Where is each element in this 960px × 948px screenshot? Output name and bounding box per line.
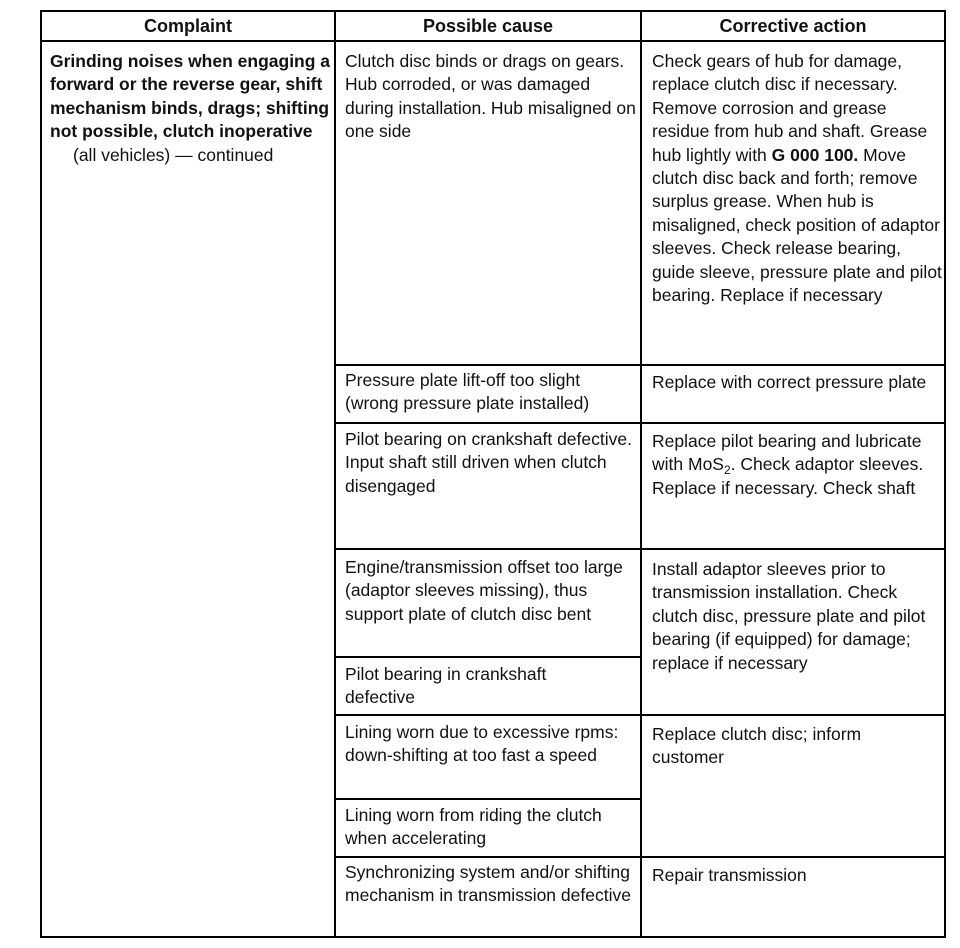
- cause-4: Engine/transmission offset too large (adaptor sleeves missing), thus support plate of clutch disc bent: [345, 557, 623, 624]
- action-3: Replace pilot bearing and lubricate with MoS$_2$. Check adaptor sleeves. Replace if necessary. Check shaft: [652, 431, 924, 498]
- cause-8: Synchronizing system and/or shifting mechanism in transmission defective: [345, 862, 631, 906]
- cause-2: Pressure plate lift-off too slight (wrong pressure plate installed): [345, 370, 590, 414]
- header-possible-cause: Possible cause: [422, 16, 554, 36]
- action-1: Check gears of hub for damage, replace clutch disc if necessary. Remove corrosion and grease residue from hub and shaft. Grease hub lightly with G 000 100. Move clutch disc back and forth; remove surplus grease. When hub is misaligned, check position of adaptor sleeves. Check release bearing, guide sleeve, pressure plate and pilot bearing. Replace if necessary: [652, 51, 942, 306]
- header-corrective-action: Corrective action: [719, 16, 867, 36]
- complaint-note: (all vehicles) — continued: [73, 144, 274, 165]
- action-2: Replace with correct pressure plate: [652, 372, 927, 392]
- header-complaint: Complaint: [144, 16, 232, 36]
- action-5: Replace clutch disc; inform customer: [652, 724, 862, 768]
- cause-1: Clutch disc binds or drags on gears. Hub corroded, or was damaged during installation. Hub misaligned on one side: [345, 51, 636, 142]
- troubleshooting-table: [40, 10, 946, 938]
- cause-7: Lining worn from riding the clutch when accelerating: [345, 805, 602, 849]
- cause-6: Lining worn due to excessive rpms: down-shifting at too fast a speed: [345, 722, 619, 766]
- cause-3: Pilot bearing on crankshaft defective. Input shaft still driven when clutch disengaged: [345, 429, 632, 496]
- cause-5: Pilot bearing in crankshaft defective: [345, 664, 547, 708]
- complaint-cell: [50, 50, 332, 167]
- complaint-text: Grinding noises when engaging a forward or the reverse gear, shift mechanism binds, drags; shifting not possible, clutch inoperative: [50, 51, 331, 142]
- action-6: Repair transmission: [652, 865, 807, 885]
- action-4: Install adaptor sleeves prior to transmission installation. Check clutch disc, pressure plate and pilot bearing (if equipped) for damage; replace if necessary: [652, 559, 926, 673]
